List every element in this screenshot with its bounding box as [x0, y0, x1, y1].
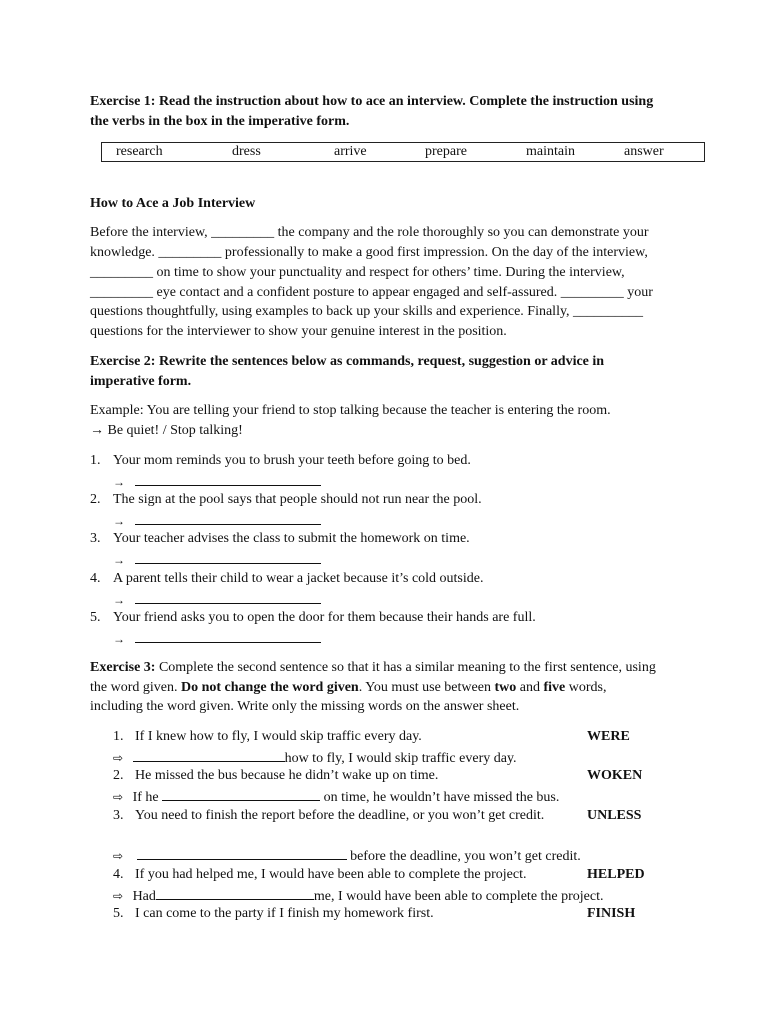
ex3-item-text: You need to finish the report before the deadline, or you won’t get credit.: [135, 808, 545, 823]
ex2-item-text: Your mom reminds you to brush your teeth before going to bed.: [113, 453, 471, 468]
ex3-item-number: 5.: [113, 906, 124, 921]
word-arrive: arrive: [334, 144, 367, 159]
ex3-text: the word given.: [90, 680, 181, 695]
ex1-text-line: knowledge. _________ professionally to make a good first impression. On the day of the interview,: [90, 245, 648, 260]
word-dress: dress: [232, 144, 261, 159]
ex2-item-number: 4.: [90, 571, 101, 586]
answer-blank[interactable]: [156, 885, 314, 900]
ex3-heading-line2: [90, 678, 606, 698]
ex2-example-answer: → Be quiet! / Stop talking!: [90, 423, 243, 438]
ex3-label: Exercise 3:: [90, 660, 156, 675]
hollow-arrow-icon: ⇨: [113, 751, 124, 765]
arrow-icon: →: [113, 632, 125, 646]
ex3-text: and: [516, 680, 544, 695]
ex2-answer-row: [113, 628, 321, 650]
word-prepare: prepare: [425, 144, 467, 159]
ex3-item-number: 4.: [113, 867, 124, 882]
ex2-answer-row: [113, 549, 321, 571]
ex3-answer-row: [113, 786, 559, 808]
key-word: WOKEN: [587, 768, 643, 783]
hollow-arrow-icon: ⇨: [113, 790, 124, 804]
key-word: HELPED: [587, 867, 645, 882]
ex3-item-number: 1.: [113, 729, 124, 744]
ex1-text-line: _________ on time to show your punctuality and respect for others’ time. During the interview,: [90, 265, 625, 280]
ex3-item-text: If I knew how to fly, I would skip traffic every day.: [135, 729, 422, 744]
ex2-heading-line1: Exercise 2: Rewrite the sentences below as commands, request, suggestion or advice in: [90, 354, 605, 369]
ex2-example: Example: You are telling your friend to stop talking because the teacher is entering the room.: [90, 403, 611, 418]
answer-text: how to fly, I would skip traffic every day.: [284, 751, 517, 766]
ex2-heading-line2: imperative form.: [90, 374, 192, 389]
arrow-icon: →: [113, 514, 125, 528]
ex3-emphasis: two: [494, 680, 517, 695]
ex3-item-number: 2.: [113, 768, 124, 783]
key-word: UNLESS: [587, 808, 642, 823]
ex1-text-line: _________ eye contact and a confident posture to appear engaged and self-assured. _________ your: [90, 285, 653, 300]
ex3-heading-line3: including the word given. Write only the missing words on the answer sheet.: [90, 699, 520, 714]
ex1-text-line: Before the interview, _________ the company and the role thoroughly so you can demonstrate your: [90, 225, 649, 240]
answer-blank[interactable]: [135, 589, 321, 604]
ex1-text-line: questions thoughtfully, using examples to back up your skills and experience. Finally, __________: [90, 304, 644, 319]
arrow-icon: →: [113, 593, 125, 607]
word-box: [101, 142, 705, 162]
ex2-item-number: 2.: [90, 492, 101, 507]
hollow-arrow-icon: ⇨: [113, 849, 124, 863]
ex3-text: words,: [565, 680, 607, 695]
ex3-item-text: He missed the bus because he didn’t wake up on time.: [135, 768, 439, 783]
ex3-item-number: 3.: [113, 808, 124, 823]
ex2-item-text: Your teacher advises the class to submit the homework on time.: [113, 531, 470, 546]
ex3-emphasis: five: [543, 680, 566, 695]
word-answer: answer: [624, 144, 664, 159]
answer-blank[interactable]: [135, 549, 321, 564]
answer-blank[interactable]: [135, 628, 321, 643]
answer-blank[interactable]: [135, 510, 321, 525]
answer-text: If he: [132, 790, 163, 805]
hollow-arrow-icon: ⇨: [113, 889, 124, 903]
answer-text: Had: [132, 889, 156, 904]
ex2-item-text: Your friend asks you to open the door for them because their hands are full.: [113, 610, 536, 625]
answer-text: on time, he wouldn’t have missed the bus.: [320, 790, 560, 805]
answer-blank[interactable]: [162, 786, 320, 801]
section-title: How to Ace a Job Interview: [90, 196, 256, 211]
ex2-item-text: A parent tells their child to wear a jacket because it’s cold outside.: [113, 571, 484, 586]
ex3-heading-line1: [90, 658, 656, 678]
ex3-heading-text: Complete the second sentence so that it has a similar meaning to the first sentence, using: [155, 660, 656, 675]
ex3-emphasis: Do not change the word given: [180, 680, 359, 695]
answer-text: before the deadline, you won’t get credit.: [346, 849, 581, 864]
ex3-item-text: I can come to the party if I finish my homework first.: [135, 906, 434, 921]
word-research: research: [116, 144, 163, 159]
answer-blank[interactable]: [137, 845, 347, 860]
ex2-item-number: 3.: [90, 531, 101, 546]
ex2-item-number: 5.: [90, 610, 101, 625]
answer-text: me, I would have been able to complete the project.: [313, 889, 604, 904]
ex1-heading-line1: Exercise 1: Read the instruction about how to ace an interview. Complete the instruction using: [90, 94, 654, 109]
arrow-icon: →: [113, 475, 125, 489]
ex3-item-text: If you had helped me, I would have been able to complete the project.: [135, 867, 527, 882]
ex2-item-number: 1.: [90, 453, 101, 468]
answer-blank[interactable]: [135, 471, 321, 486]
ex3-answer-row: [113, 845, 581, 867]
key-word: WERE: [587, 729, 630, 744]
key-word: FINISH: [587, 906, 636, 921]
ex1-text-line: questions for the interviewer to show your genuine interest in the position.: [90, 324, 507, 339]
answer-blank[interactable]: [133, 747, 285, 762]
ex3-text: . You must use between: [358, 680, 495, 695]
word-maintain: maintain: [526, 144, 575, 159]
arrow-icon: →: [113, 553, 125, 567]
ex2-item-text: The sign at the pool says that people should not run near the pool.: [113, 492, 482, 507]
ex1-heading-line2: the verbs in the box in the imperative form.: [90, 114, 350, 129]
